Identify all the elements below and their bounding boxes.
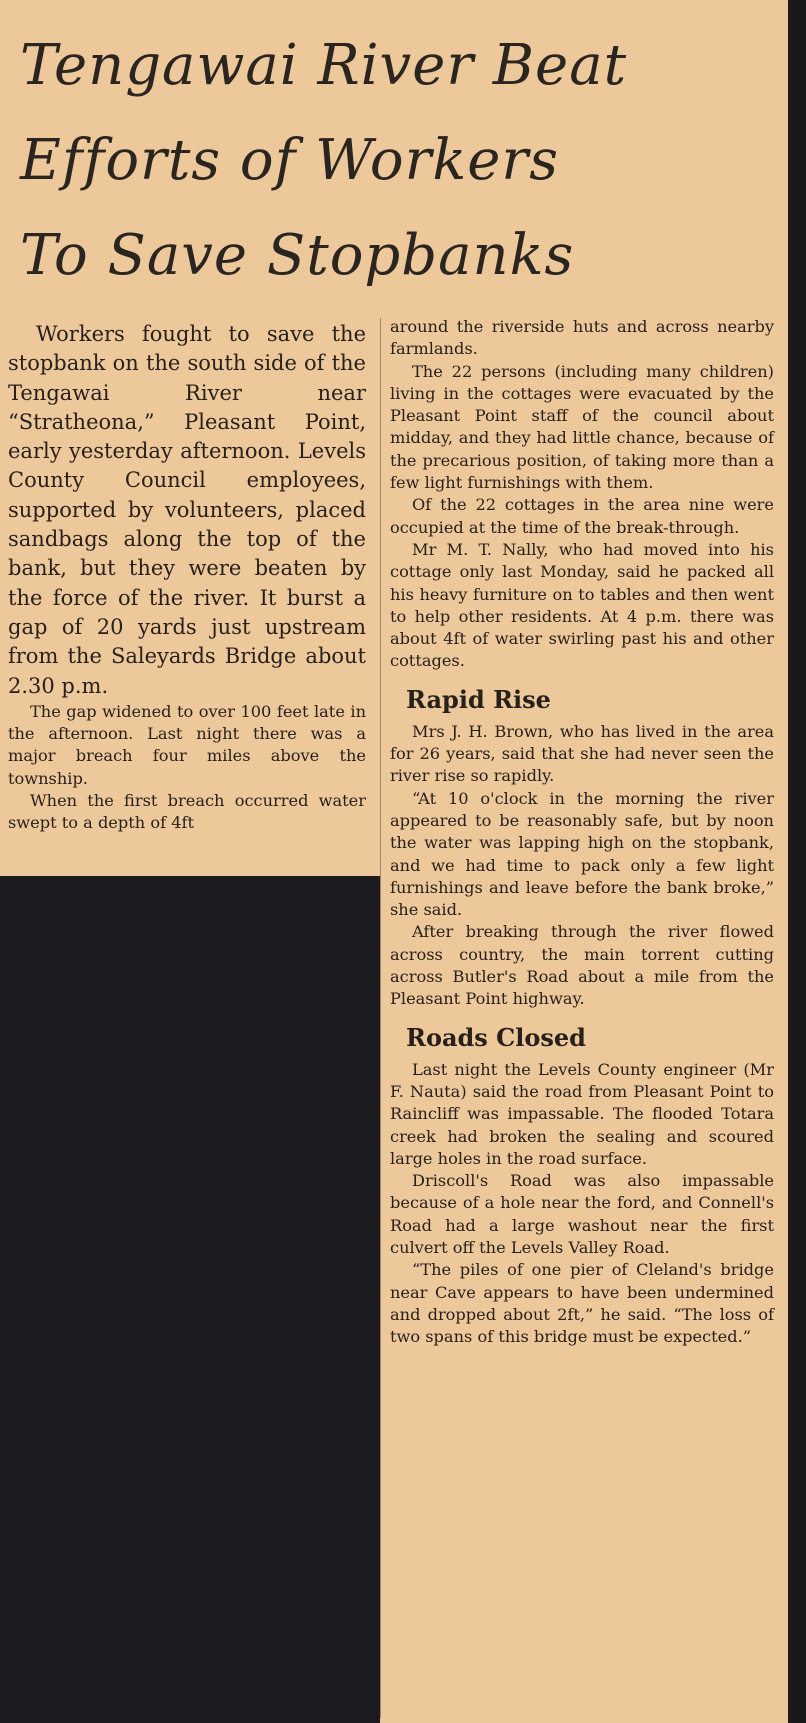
body-paragraph: Driscoll's Road was also impassable because of a hole near the ford, and Connell's Road had a large washout near the first culvert off the Levels Valley Road. <box>390 1171 774 1257</box>
body-paragraph: The 22 persons (including many children) living in the cottages were evacuated by the Pleasant Point staff of the council about midday, and they had little chance, because of the precarious position, of taking more than a few light furnishings with them. <box>390 361 774 493</box>
body-paragraph: The gap widened to over 100 feet late in the afternoon. Last night there was a major breach four miles above the township. <box>8 701 366 788</box>
dark-scan-edge <box>788 0 806 1723</box>
headline <box>20 18 780 303</box>
body-paragraph: “The piles of one pier of Cleland's bridge near Cave appears to have been undermined and dropped about 2ft,” he said. “The loss of two spans of this bridge must be expected.” <box>390 1260 774 1347</box>
right-column <box>390 316 774 1348</box>
body-paragraph: Mrs J. H. Brown, who has lived in the area for 26 years, said that she had never seen the river rise so rapidly. <box>390 721 774 786</box>
dark-background-area <box>0 876 380 1723</box>
left-column <box>8 320 366 835</box>
subheading-roads-closed: Roads Closed <box>406 1022 586 1052</box>
body-paragraph: “At 10 o'clock in the morning the river appeared to be reasonably safe, but by noon the water was lapping high on the stopbank, and we had time to pack only a few light furnishings and leave before the bank broke,” she said. <box>390 788 774 920</box>
column-rule <box>380 318 381 1718</box>
headline-line-2: Efforts of Workers <box>20 128 559 193</box>
lead-paragraph: Workers fought to save the stopbank on the south side of the Tengawai River near “Stratheona,” Pleasant Point, early yesterday afternoon. Levels County Council employees, supported by volunteers, placed sandbags along the top of the bank, but they were beaten by the force of the river. It burst a gap of 20 yards just upstream from the Saleyards Bridge about 2.30 p.m. <box>8 322 366 698</box>
body-paragraph: Of the 22 cottages in the area nine were occupied at the time of the break-through. <box>390 495 774 537</box>
subheading-rapid-rise: Rapid Rise <box>406 684 551 714</box>
body-paragraph: around the riverside huts and across nearby farmlands. <box>390 317 774 359</box>
headline-line-3: To Save Stopbanks <box>20 223 575 288</box>
body-paragraph: When the first breach occurred water swept to a depth of 4ft <box>8 791 366 833</box>
body-paragraph: After breaking through the river flowed across country, the main torrent cutting across Butler's Road about a mile from the Pleasant Point highway. <box>390 922 774 1009</box>
body-paragraph: Mr M. T. Nally, who had moved into his cottage only last Monday, said he packed all his heavy furniture on to tables and then went to help other residents. At 4 p.m. there was about 4ft of water swirling past his and other cottages. <box>390 539 774 671</box>
body-paragraph: Last night the Levels County engineer (Mr F. Nauta) said the road from Pleasant Point to Raincliff was impassable. The flooded Totara creek had broken the sealing and scoured large holes in the road surface. <box>390 1059 774 1168</box>
headline-line-1: Tengawai River Beat <box>20 33 628 98</box>
